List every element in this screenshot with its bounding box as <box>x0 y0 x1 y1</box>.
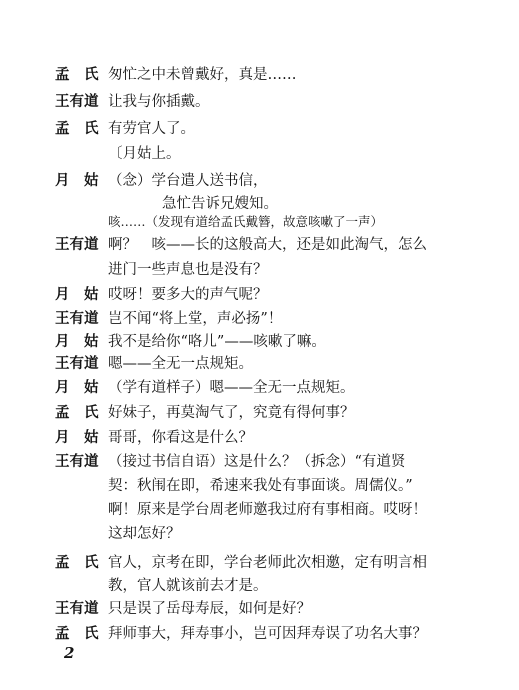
dialogue-text: 好妹子，再莫淘气了，究竟有得何事？ <box>108 405 355 421</box>
dialogue-text: 匆忙之中未曾戴好，真是…… <box>108 67 297 83</box>
dialogue-text: （学有道样子）嗯——全无一点规矩。 <box>108 380 355 396</box>
speaker-name: 王有道 <box>55 355 99 372</box>
speaker-name: 王有道 <box>55 236 99 253</box>
dialogue-text: 让我与你插戴。 <box>108 94 210 110</box>
speaker-name: 孟 氏 <box>55 66 99 83</box>
dialogue-text: 啊？ 咳——长的这般高大，还是如此淘气，怎么 <box>108 237 427 253</box>
dialogue-text: 急忙告诉兄嫂知。 <box>162 196 278 212</box>
speaker-name: 月 姑 <box>55 172 99 189</box>
dialogue-text: 我不是给你“咯儿”——咳嗽了嘛。 <box>108 334 326 350</box>
dialogue-text: （念）学台遣人送书信， <box>108 173 268 189</box>
dialogue-text: （接过书信自语）这是什么？（拆念）“有道贤 <box>108 454 406 470</box>
dialogue-text: 官人，京考在即，学台老师此次相邀，定有明言相 <box>108 555 427 571</box>
dialogue-text: 这却怎好？ <box>108 526 181 542</box>
dialogue-text: 有劳官人了。 <box>108 121 195 137</box>
dialogue-text: 进门一些声息也是没有？ <box>108 262 268 278</box>
dialogue-text: 嗯——全无一点规矩。 <box>108 356 253 372</box>
dialogue-text: 咳……（发现有道给孟氏戴簪，故意咳嗽了一声） <box>108 214 384 229</box>
speaker-name: 月 姑 <box>55 429 99 446</box>
speaker-name: 王有道 <box>55 600 99 617</box>
speaker-name: 月 姑 <box>55 333 99 350</box>
dialogue-text: 教，官人就该前去才是。 <box>108 578 268 594</box>
speaker-name: 孟 氏 <box>55 404 99 421</box>
dialogue-text: 哎呀！要多大的声气呢？ <box>108 287 268 303</box>
speaker-name: 王有道 <box>55 93 99 110</box>
speaker-name: 孟 氏 <box>55 625 99 642</box>
dialogue-text: 哥哥，你看这是什么？ <box>108 430 253 446</box>
dialogue-text: 只是误了岳母寿辰，如何是好？ <box>108 601 311 617</box>
dialogue-text: 拜师事大，拜寿事小，岂可因拜寿误了功名大事？ <box>108 626 427 642</box>
page-number: 2 <box>64 644 75 662</box>
speaker-name: 王有道 <box>55 453 99 470</box>
dialogue-text: 岂不闻“将上堂，声必扬”！ <box>108 311 283 327</box>
speaker-name: 孟 氏 <box>55 120 99 137</box>
stage-direction: 〔月姑上。 <box>108 146 181 162</box>
speaker-name: 王有道 <box>55 310 99 327</box>
dialogue-text: 啊！原来是学台周老师邀我过府有事相商。哎呀！ <box>108 502 427 518</box>
dialogue-text: 契：秋闱在即，希速来我处有事面谈。周儒仪。” <box>108 478 413 494</box>
speaker-name: 月 姑 <box>55 286 99 303</box>
speaker-name: 孟 氏 <box>55 554 99 571</box>
speaker-name: 月 姑 <box>55 379 99 396</box>
